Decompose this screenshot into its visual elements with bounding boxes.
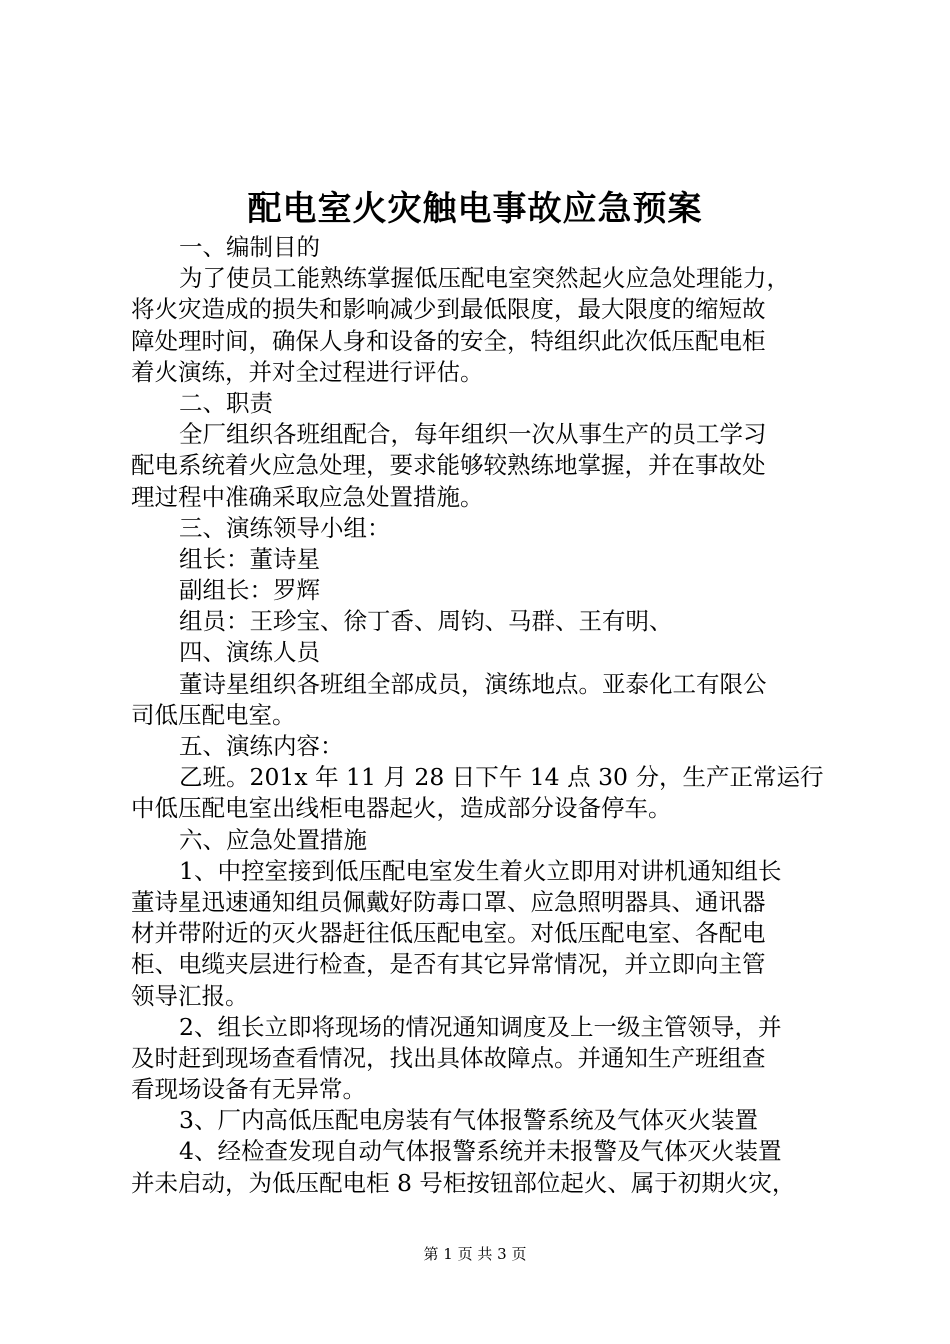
paragraph-line: 着火演练，并对全过程进行评估。 — [131, 357, 484, 386]
paragraph-line: 全厂组织各班组配合，每年组织一次从事生产的员工学习 — [179, 420, 767, 449]
paragraph-line: 1、中控室接到低压配电室发生着火立即用对讲机通知组长 — [179, 856, 782, 885]
paragraph-line: 2、组长立即将现场的情况通知调度及上一级主管领导，并 — [179, 1012, 782, 1041]
paragraph-line: 董诗星组织各班组全部成员，演练地点。亚泰化工有限公 — [179, 669, 767, 698]
section-heading-purpose: 一、编制目的 — [179, 233, 320, 261]
paragraph-line: 司低压配电室。 — [131, 700, 296, 729]
paragraph-line: 中低压配电室出线柜电器起火，造成部分设备停车。 — [131, 794, 672, 823]
section-heading-duties: 二、职责 — [179, 388, 273, 417]
paragraph-line: 3、厂内高低压配电房装有气体报警系统及气体灭火装置 — [179, 1106, 758, 1135]
paragraph-line: 配电系统着火应急处理，要求能够较熟练地掌握，并在事故处 — [131, 451, 766, 480]
leader-line: 组长：董诗星 — [179, 544, 320, 573]
paragraph-line: 看现场设备有无异常。 — [131, 1075, 366, 1104]
paragraph-line: 障处理时间，确保人身和设备的安全，特组织此次低压配电柜 — [131, 326, 766, 355]
page-footer: 第 1 页 共 3 页 — [423, 1245, 527, 1263]
paragraph-line: 柜、电缆夹层进行检查，是否有其它异常情况，并立即向主管 — [131, 950, 766, 979]
section-heading-content: 五、演练内容： — [179, 732, 344, 760]
paragraph-line: 4、经检查发现自动气体报警系统并未报警及气体灭火装置 — [179, 1137, 782, 1166]
document-title: 配电室火灾触电事故应急预案 — [247, 189, 703, 229]
paragraph-line: 领导汇报。 — [131, 981, 249, 1010]
paragraph-line: 理过程中准确采取应急处置措施。 — [131, 482, 484, 511]
section-heading-leadership: 三、演练领导小组： — [179, 513, 391, 542]
paragraph-line: 为了使员工能熟练掌握低压配电室突然起火应急处理能力， — [179, 264, 790, 293]
members-line: 组员：王珍宝、徐丁香、周钧、马群、王有明、 — [179, 607, 673, 636]
deputy-leader-line: 副组长：罗辉 — [179, 576, 320, 605]
paragraph-line: 材并带附近的灭火器赶往低压配电室。对低压配电室、各配电 — [131, 919, 766, 948]
section-heading-participants: 四、演练人员 — [179, 638, 320, 667]
paragraph-line: 将火灾造成的损失和影响减少到最低限度，最大限度的缩短故 — [131, 295, 766, 324]
paragraph-line: 董诗星迅速通知组员佩戴好防毒口罩、应急照明器具、通讯器 — [131, 887, 766, 916]
paragraph-line: 乙班。201x 年 11 月 28 日下午 14 点 30 分，生产正常运行 — [179, 763, 824, 792]
paragraph-line: 并未启动，为低压配电柜 8 号柜按钮部位起火、属于初期火灾， — [131, 1168, 796, 1197]
paragraph-line: 及时赶到现场查看情况，找出具体故障点。并通知生产班组查 — [131, 1043, 766, 1072]
section-heading-measures: 六、应急处置措施 — [179, 825, 367, 854]
document-body — [131, 232, 827, 1199]
